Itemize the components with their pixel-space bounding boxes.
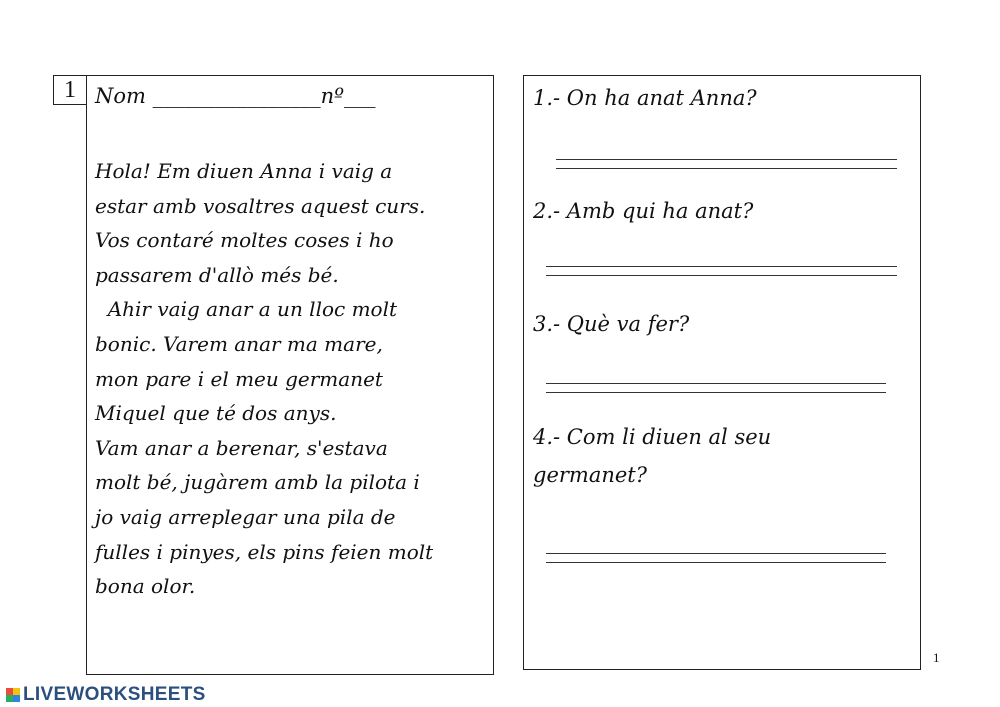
reading-text bbox=[95, 154, 490, 604]
question-2: 2.- Amb qui ha anat? bbox=[533, 199, 754, 223]
answer-line-3[interactable] bbox=[546, 383, 886, 393]
page-number: 1 bbox=[933, 650, 940, 665]
reading-line: passarem d'allò més bé. bbox=[95, 262, 339, 287]
reading-line: Ahir vaig anar a un lloc molt bbox=[95, 297, 398, 322]
reading-line: Miquel que té dos anys. bbox=[95, 401, 337, 426]
exercise-number-box: 1 bbox=[53, 75, 87, 105]
question-3: 3.- Què va fer? bbox=[533, 312, 690, 336]
logo-icon bbox=[6, 688, 20, 702]
reading-line: fulles i pinyes, els pins feien molt bbox=[95, 539, 434, 564]
reading-line: bona olor. bbox=[95, 574, 196, 599]
answer-line-1[interactable] bbox=[556, 159, 897, 169]
question-1: 1.- On ha anat Anna? bbox=[533, 86, 757, 110]
reading-line: Vam anar a berenar, s'estava bbox=[95, 435, 388, 460]
liveworksheets-logo[interactable] bbox=[6, 684, 206, 706]
reading-line: bonic. Varem anar ma mare, bbox=[95, 331, 383, 356]
reading-line: molt bé, jugàrem amb la pilota i bbox=[95, 470, 420, 495]
reading-line: Vos contaré moltes coses i ho bbox=[95, 228, 394, 253]
name-field-line: Nom ________________nº___ bbox=[95, 84, 376, 108]
question-4-continuation: germanet? bbox=[533, 463, 647, 487]
question-4: 4.- Com li diuen al seu bbox=[533, 425, 772, 449]
brand-name: LIVEWORKSHEETS bbox=[23, 684, 206, 705]
answer-line-4[interactable] bbox=[546, 553, 886, 563]
reading-line: estar amb vosaltres aquest curs. bbox=[95, 193, 426, 218]
reading-line: jo vaig arreplegar una pila de bbox=[95, 504, 396, 529]
reading-line: mon pare i el meu germanet bbox=[95, 366, 383, 391]
answer-line-2[interactable] bbox=[546, 266, 897, 276]
reading-line: Hola! Em diuen Anna i vaig a bbox=[95, 159, 393, 183]
